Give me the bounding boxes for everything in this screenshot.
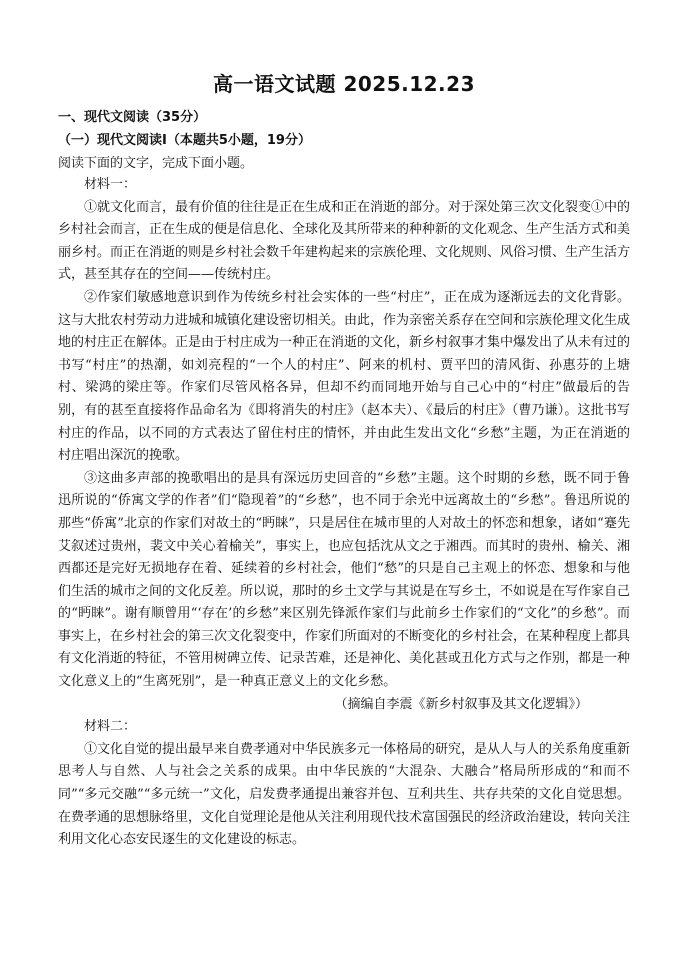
reading-instruction: 阅读下面的文字，完成下面小题。 bbox=[58, 156, 254, 171]
subsection-heading: （一）现代文阅读Ⅰ（本题共5小题，19分） bbox=[58, 133, 311, 148]
material-1-label: 材料一： bbox=[84, 177, 137, 192]
material-1-source: （摘编自李震《新乡村叙事及其文化逻辑》） bbox=[334, 696, 588, 712]
material-2-paragraph-1: ①文化自觉的提出最早来自费孝通对中华民族多元一体格局的研究，是从人与人的关系角度重新思考人与自然、人与社会之关系的成果。由中华民族的“大混杂、大融合”格局所形成的“和而不同”“多元交融”“多元统一”文化，启发费孝通提出兼容并包、互利共生、共存共荣的文化自觉思想。在费孝通的思想脉络里，文化自觉理论是他从关注利用现代技术富国强民的经济政治建设，转向关注利用文化心态安民逐生的文化建设的标志。 bbox=[58, 741, 631, 848]
material-2-label: 材料二： bbox=[84, 719, 137, 735]
material-1-paragraph-3: ③这曲多声部的挽歌唱出的是具有深远历史回音的“乡愁”主题。这个时期的乡愁，既不同于鲁迅所说的“侨寓文学的作者”们“隐现着”的“乡愁”，也不同于余光中远离故土的“乡愁”。鲁迅所说的那些“侨寓”北京的作家们对故土的“眄睐”，只是居住在城市里的人对故土的怀恋和想象，诸如“蹇先艾叙述过贵州，裴文中关心着榆关”，事实上，也应包括沈从文之于湘西。而其时的贵州、榆关、湘西都还是完好无损地存在着、延续着的乡村社会，他们“愁”的只是自己主观上的怀恋、想象和与他们生活的城市之间的文化反差。所以说，那时的乡土文学与其说是在写乡土，不如说是在写作家自己的“眄睐”。谢有顺曾用“‘存在’的乡愁”来区别先锋派作家们与此前乡土作家们的“文化”的乡愁”。而事实上，在乡村社会的第三次文化裂变中，作家们所面对的不断变化的乡村社会，在某种程度上都具有文化消逝的特征，不管用树碑立传、记录苦难，还是神化、美化甚或丑化方式与之作别，都是一种文化意义上的“生离死别”，是一种真正意义上的文化乡愁。 bbox=[58, 470, 631, 690]
material-1-paragraph-2: ②作家们敏感地意识到作为传统乡村社会实体的一些“村庄”，正在成为逐渐远去的文化背影。这与大批农村劳动力进城和城镇化建设密切相关。由此，作为亲密关系存在空间和宗族伦理文化生成地的村庄正在解体。正是由于村庄成为一种正在消逝的文化，新乡村叙事才集中爆发出了从未有过的书写“村庄”的热潮，如刘亮程的“一个人的村庄”、阿来的机村、贾平凹的清风街、孙惠芬的上塘村、梁鸿的梁庄等。作家们尽管风格各异，但却不约而同地开始与自己心中的“村庄”做最后的告别，有的甚至直接将作品命名为《即将消失的村庄》（赵本夫）、《最后的村庄》（曹乃谦）。这批书写村庄的作品，以不同的方式表达了留住村庄的情怀，并由此生发出文化“乡愁”主题，为正在消逝的村庄唱出深沉的挽歌。 bbox=[58, 289, 631, 464]
section-heading: 一、现代文阅读（35分） bbox=[58, 110, 207, 125]
material-1-paragraph-1: ①就文化而言，最有价值的往往是正在生成和正在消逝的部分。对于深处第三次文化裂变①中的乡村社会而言，正在生成的便是信息化、全球化及其所带来的种种新的文化观念、生产生活方式和美丽乡村。而正在消逝的则是乡村社会数千年建构起来的宗族伦理、文化规则、风俗习惯、生产生活方式，甚至其存在的空间——传统村庄。 bbox=[58, 199, 631, 283]
passage-body bbox=[58, 174, 630, 852]
exam-title: 高一语文试题 2025.12.23 bbox=[213, 72, 475, 96]
